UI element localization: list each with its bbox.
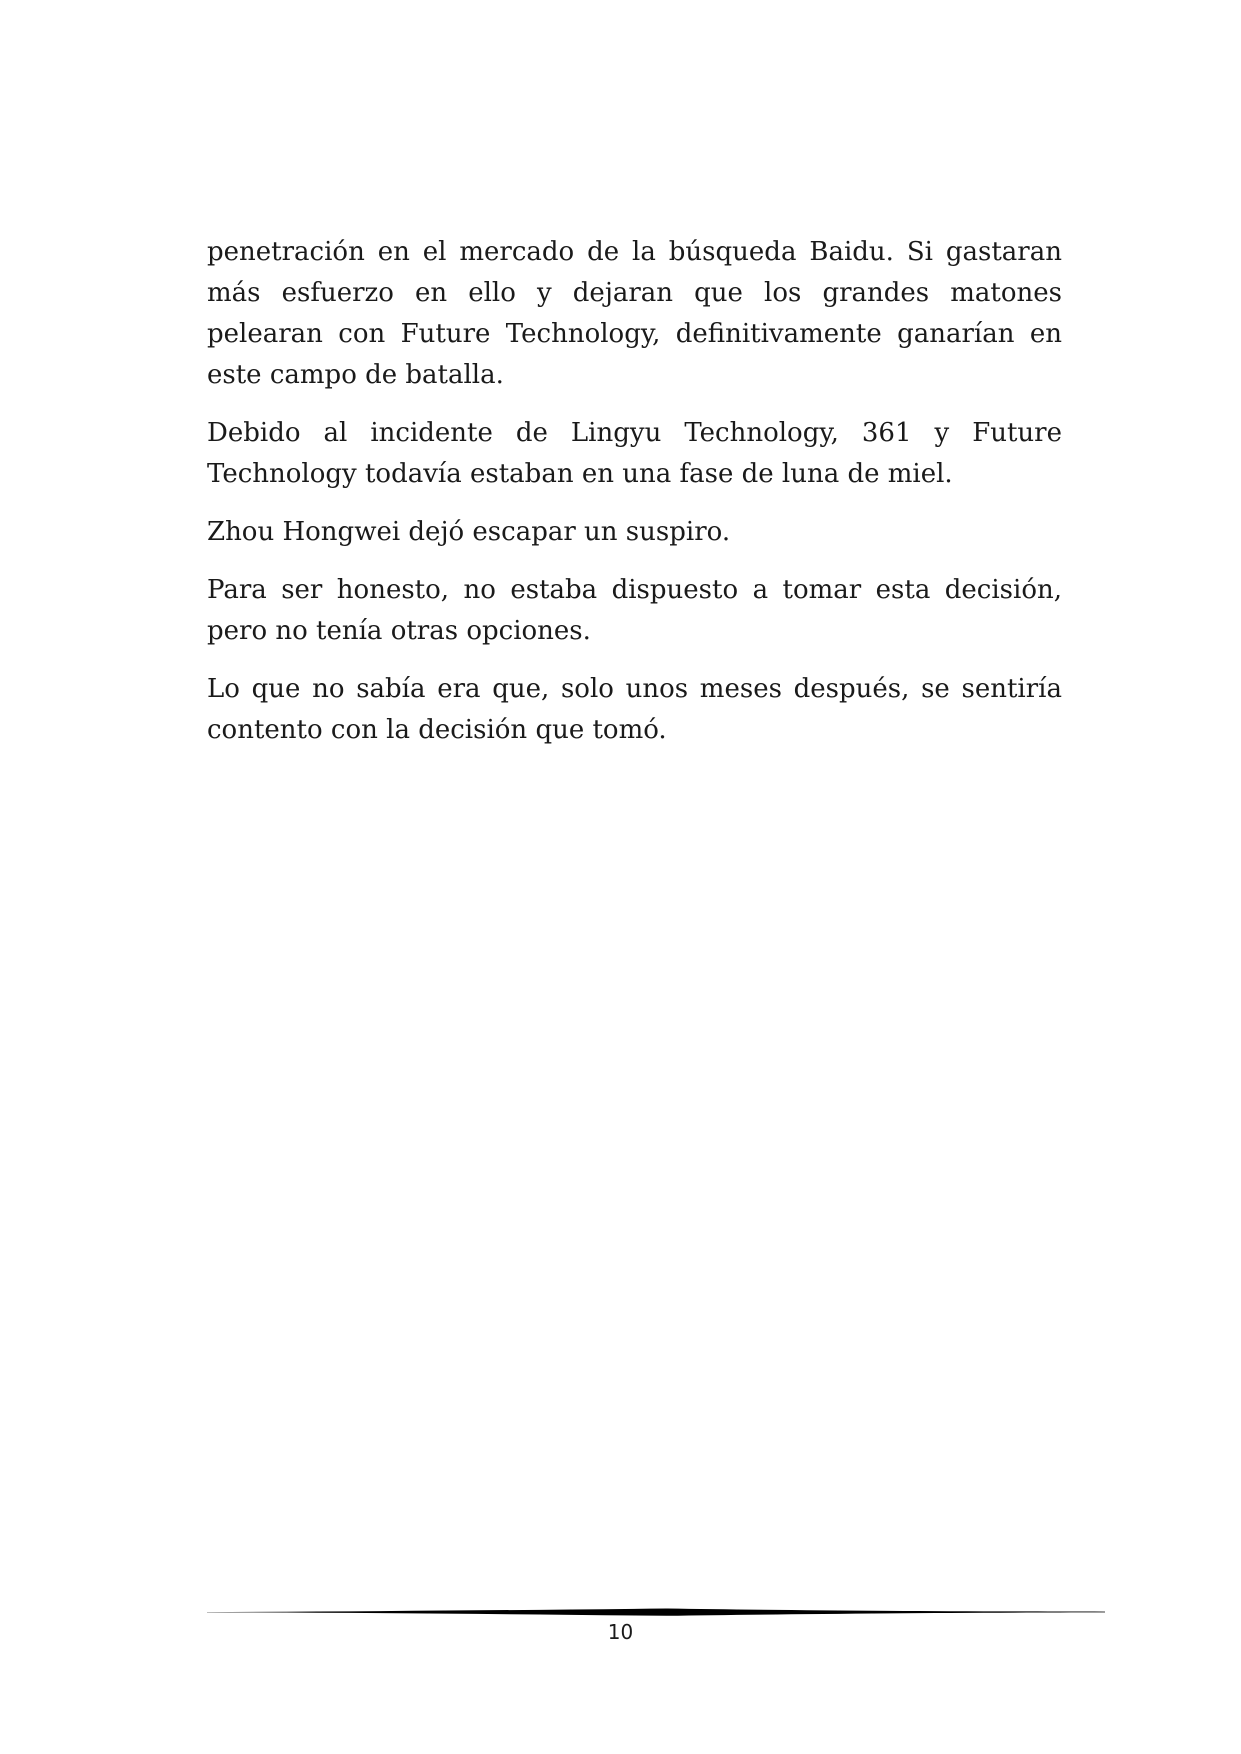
- paragraph: penetración en el mercado de la búsqueda Baidu. Si gastaran más esfuerzo en ello y dejaran que los grandes matones pelearan con Future Technology, definitivamente ganarían en este campo de batalla.: [207, 237, 1062, 390]
- paragraph: Zhou Hongwei dejó escapar un suspiro.: [207, 517, 731, 547]
- paragraph: Debido al incidente de Lingyu Technology, 361 y Future Technology todavía estaban en una fase de luna de miel.: [207, 418, 1062, 489]
- paragraph: Lo que no sabía era que, solo unos meses después, se sentiría contento con la decisión que tomó.: [207, 674, 1062, 745]
- paragraph: Para ser honesto, no estaba dispuesto a tomar esta decisión, pero no tenía otras opciones.: [207, 575, 1062, 646]
- body-text: [207, 232, 1062, 768]
- footer-rule: [207, 1605, 1105, 1619]
- page-number: 10: [607, 1620, 634, 1644]
